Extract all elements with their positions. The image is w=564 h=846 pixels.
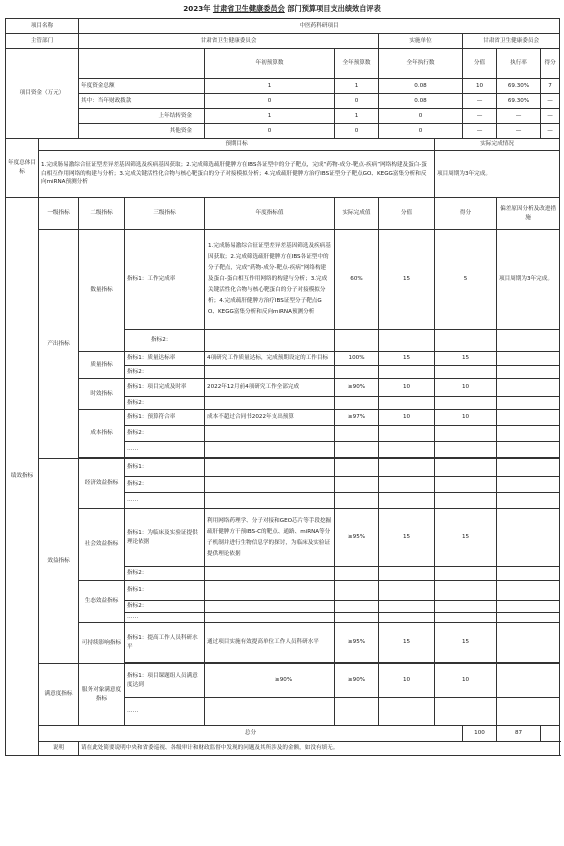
funds-header-score: 得分 [541, 49, 560, 79]
funds-row [6, 124, 560, 139]
implementing-unit-label: 实施单位 [379, 34, 463, 49]
funds-header-row [6, 49, 560, 79]
social-ind-1-value: 利用网络药理学、分子对接和GEO芯片等手段挖掘疏肝健脾方干预IBS-C的靶点、通路、miRNA等分子机制并进行生物信息学的探讨，为临床及实验证提供理论依据 [205, 509, 335, 567]
quality-label: 质量指标 [79, 352, 125, 379]
econ-label: 经济效益指标 [79, 459, 125, 509]
c [205, 567, 335, 581]
total-score: 87 [497, 726, 541, 742]
econ-dots: …… [125, 493, 205, 509]
goals-expected-text: 1.完成肠易激综合征证型差异差基因筛选及疾病基因获取；2.完成筛选疏肝健脾方在IBS各证型中的分子靶点，完成“药物-成分-靶点-疾病”网络构建及蛋白-蛋白相互作用网络的构建与分析；3.完成关键活性化合物与核心靶蛋白的分子对接模拟分析；4.完成疏肝健脾方治疗IBS证型分子靶点GO、KEGG富集分析和反向miRNA预测分析 [39, 151, 435, 198]
c [497, 567, 560, 581]
funds-header-initial: 年初预算数 [205, 49, 335, 79]
c [379, 613, 435, 623]
time-row-1 [6, 379, 560, 397]
total-weight: 100 [463, 726, 497, 742]
funds-row-annual: 1 [335, 109, 379, 124]
c [379, 581, 435, 601]
quality-ind-1-score: 15 [435, 352, 497, 366]
c [541, 726, 560, 742]
funds-row-score: — [541, 94, 560, 109]
footer-label: 说明 [39, 742, 79, 756]
page-title [0, 4, 564, 14]
c [205, 477, 335, 493]
econ-ind-2: 指标2： [125, 477, 205, 493]
c [205, 601, 335, 613]
c [497, 410, 560, 426]
ind-header-level1: 一级指标 [39, 198, 79, 230]
c [205, 581, 335, 601]
c [497, 477, 560, 493]
c [379, 493, 435, 509]
c [379, 426, 435, 442]
time-ind-1-value: 2022年12月前4项研究工作全部完成 [205, 379, 335, 397]
quantity-ind-1-reason: 项目周期为3年完成。 [497, 230, 560, 330]
c [435, 366, 497, 379]
sustain-row-1 [6, 623, 560, 663]
social-label: 社会效益指标 [79, 509, 125, 581]
title-prefix: 2023年 [183, 4, 211, 13]
c [335, 366, 379, 379]
c [435, 397, 497, 410]
quantity-ind-1-weight: 15 [379, 230, 435, 330]
quality-ind-1-value: 4项研究工作质量达标，完成预期设定的工作目标 [205, 352, 335, 366]
c [435, 567, 497, 581]
time-ind-1-weight: 10 [379, 379, 435, 397]
sustain-ind-1-value: 通过项目实施有效提高单位工作人员科研水平 [205, 623, 335, 663]
c [497, 459, 560, 477]
c [205, 698, 335, 726]
eco-ind-1: 指标1： [125, 581, 205, 601]
econ-ind-1: 指标1： [125, 459, 205, 477]
department-label: 主管部门 [6, 34, 79, 49]
funds-row-initial: 1 [205, 79, 335, 94]
goals-header-row [6, 139, 560, 151]
funds-row [6, 109, 560, 124]
funds-row-initial: 1 [205, 109, 335, 124]
social-ind-1: 指标1：为临床及实验证提供理论依据 [125, 509, 205, 567]
funds-row-weight: — [463, 109, 497, 124]
funds-row-executed: 0.08 [379, 79, 463, 94]
social-ind-1-weight: 15 [379, 509, 435, 567]
sustain-ind-1: 指标1：提高工作人员科研水平 [125, 623, 205, 663]
ind-header-target: 年度指标值 [205, 198, 335, 230]
cost-ind-1-weight: 10 [379, 410, 435, 426]
c [335, 397, 379, 410]
c [379, 567, 435, 581]
quantity-ind-2: 指标2： [125, 330, 205, 352]
ind-header-reason: 偏差原因分析及改进措施 [497, 198, 560, 230]
time-ind-2: 指标2： [125, 397, 205, 410]
c [335, 581, 379, 601]
c [335, 442, 379, 458]
c [497, 379, 560, 397]
indicators-section-label: 绩效指标 [6, 198, 39, 756]
total-label: 总分 [39, 726, 463, 742]
quantity-ind-1-actual: 60% [335, 230, 379, 330]
funds-row-rate: — [497, 124, 541, 139]
c [497, 623, 560, 663]
eco-row-1 [6, 581, 560, 601]
cost-ind-1-score: 10 [435, 410, 497, 426]
c [497, 493, 560, 509]
c [497, 509, 560, 567]
social-ind-1-score: 15 [435, 509, 497, 567]
ind-header-level3: 三级指标 [125, 198, 205, 230]
c [497, 442, 560, 458]
service-ind-1-actual: ≥90% [335, 664, 379, 698]
c [497, 613, 560, 623]
ind-header-actual: 实际完成值 [335, 198, 379, 230]
time-ind-1-actual: ≥90% [335, 379, 379, 397]
c [205, 397, 335, 410]
c [435, 459, 497, 477]
time-ind-1-score: 10 [435, 379, 497, 397]
time-label: 时效指标 [79, 379, 125, 410]
c [435, 613, 497, 623]
evaluation-table [5, 18, 560, 756]
footer-row [6, 742, 560, 756]
quantity-ind-1-score: 5 [435, 230, 497, 330]
c [497, 664, 560, 698]
sustain-ind-1-score: 15 [435, 623, 497, 663]
c [379, 459, 435, 477]
c [205, 613, 335, 623]
cost-dots: …… [125, 442, 205, 458]
quality-ind-1-actual: 100% [335, 352, 379, 366]
service-label: 服务对象满意度指标 [79, 664, 125, 726]
goals-content-row [6, 151, 560, 198]
goals-expected-header: 预期目标 [39, 139, 435, 151]
cost-ind-1-actual: ≥97% [335, 410, 379, 426]
funds-row-score: 7 [541, 79, 560, 94]
title-department: 甘肃省卫生健康委员会 [212, 4, 285, 13]
service-ind-1-value: ≥90% [205, 664, 335, 698]
cost-label: 成本指标 [79, 410, 125, 458]
c [205, 442, 335, 458]
department-value: 甘肃省卫生健康委员会 [79, 34, 379, 49]
social-ind-2: 指标2： [125, 567, 205, 581]
quality-ind-1: 指标1：质量达标率 [125, 352, 205, 366]
funds-blank-header [79, 49, 205, 79]
quantity-row-1 [6, 230, 560, 330]
c [335, 459, 379, 477]
c [497, 352, 560, 366]
funds-row-executed: 0 [379, 124, 463, 139]
funds-row-rate: — [497, 109, 541, 124]
cost-ind-1: 指标1：预算符合率 [125, 410, 205, 426]
quantity-ind-2-value [205, 330, 335, 352]
c [497, 426, 560, 442]
cost-ind-2: 指标2： [125, 426, 205, 442]
funds-row-annual: 1 [335, 79, 379, 94]
service-dots: …… [125, 698, 205, 726]
c [335, 613, 379, 623]
funds-row [6, 94, 560, 109]
eco-ind-2: 指标2： [125, 601, 205, 613]
funds-row-score: — [541, 124, 560, 139]
funds-row-rate: 69.30% [497, 94, 541, 109]
c [497, 581, 560, 601]
c [335, 477, 379, 493]
c [435, 493, 497, 509]
funds-row-score: — [541, 109, 560, 124]
c [435, 698, 497, 726]
quantity-ind-1: 指标1：工作完成率 [125, 230, 205, 330]
implementing-unit-value: 甘肃省卫生健康委员会 [463, 34, 560, 49]
funds-row-label: 其他资金 [79, 124, 205, 139]
c [497, 397, 560, 410]
footer-text: 请在此处简要说明中央和省委巡视、各级审计和财政监督中发现的问题及其所涉及的金额，如没有填无。 [79, 742, 560, 756]
c [435, 581, 497, 601]
c [435, 477, 497, 493]
sustain-ind-1-weight: 15 [379, 623, 435, 663]
c [497, 698, 560, 726]
funds-section-label: 项目资金（万元） [6, 49, 79, 139]
c [335, 567, 379, 581]
funds-header-rate: 执行率 [497, 49, 541, 79]
cost-ind-1-value: 成本不超过合同书2022年支出预算 [205, 410, 335, 426]
c [335, 698, 379, 726]
goals-actual-text: 项目周期为3年完成。 [435, 151, 560, 198]
funds-row-label: 其中：当年财政拨款 [79, 94, 205, 109]
project-name-value: 中医药科研项目 [79, 19, 560, 34]
indicators-header-row [6, 198, 560, 230]
funds-row-weight: — [463, 124, 497, 139]
quantity-label: 数量指标 [79, 230, 125, 352]
c [335, 493, 379, 509]
total-row [6, 726, 560, 742]
c [435, 601, 497, 613]
c [379, 366, 435, 379]
econ-row-1 [6, 459, 560, 477]
quality-ind-2: 指标2： [125, 366, 205, 379]
eco-label: 生态效益指标 [79, 581, 125, 623]
department-row [6, 34, 560, 49]
ind-header-score: 得分 [435, 198, 497, 230]
social-row-1 [6, 509, 560, 567]
funds-row-label: 年度资金总额 [79, 79, 205, 94]
goals-actual-header: 实际完成情况 [435, 139, 560, 151]
funds-row-annual: 0 [335, 124, 379, 139]
funds-row-annual: 0 [335, 94, 379, 109]
quality-ind-1-weight: 15 [379, 352, 435, 366]
quality-row-1 [6, 352, 560, 366]
service-ind-1: 指标1：项目课题组人员满意度达到 [125, 664, 205, 698]
funds-header-weight: 分值 [463, 49, 497, 79]
service-ind-1-weight: 10 [379, 664, 435, 698]
goals-section-label: 年度总体目标 [6, 139, 39, 198]
c [497, 601, 560, 613]
project-name-row [6, 19, 560, 34]
ind-header-level2: 二级指标 [79, 198, 125, 230]
social-ind-1-actual: ≥95% [335, 509, 379, 567]
c [379, 330, 435, 352]
sustain-ind-1-actual: ≥95% [335, 623, 379, 663]
c [497, 330, 560, 352]
c [205, 459, 335, 477]
funds-row-initial: 0 [205, 94, 335, 109]
c [497, 366, 560, 379]
ind-header-weight: 分值 [379, 198, 435, 230]
funds-row-label: 上年结转资金 [79, 109, 205, 124]
c [379, 442, 435, 458]
c [379, 601, 435, 613]
service-ind-1-score: 10 [435, 664, 497, 698]
c [435, 442, 497, 458]
funds-row-initial: 0 [205, 124, 335, 139]
eco-dots: …… [125, 613, 205, 623]
c [335, 426, 379, 442]
satisfaction-label: 满意度指标 [39, 664, 79, 726]
c [205, 426, 335, 442]
project-name-label: 项目名称 [6, 19, 79, 34]
title-suffix: 部门预算项目支出绩效自评表 [287, 4, 381, 13]
c [435, 426, 497, 442]
funds-row-executed: 0 [379, 109, 463, 124]
funds-row-weight: — [463, 94, 497, 109]
service-row-1 [6, 664, 560, 698]
benefit-label: 效益指标 [39, 459, 79, 664]
funds-row-rate: 69.30% [497, 79, 541, 94]
quantity-ind-1-value: 1.完成肠易激综合征证型差异差基因筛选及疾病基因获取；2.完成筛选疏肝健脾方在IBS各证型中的分子靶点，完成“药物-成分-靶点-疾病”网络构建及蛋白-蛋白相互作用网络的构建与分析；3.完成关键活性化合物与核心靶蛋白的分子对接模拟分析；4.完成疏肝健脾方治疗IBS证型分子靶点GO、KEGG富集分析和反向miRNA预测分析 [205, 230, 335, 330]
c [335, 330, 379, 352]
c [379, 698, 435, 726]
funds-row-weight: 10 [463, 79, 497, 94]
c [205, 493, 335, 509]
funds-header-executed: 全年执行数 [379, 49, 463, 79]
c [379, 397, 435, 410]
c [335, 601, 379, 613]
time-ind-1: 指标1：项目完成及时率 [125, 379, 205, 397]
c [379, 477, 435, 493]
output-label: 产出指标 [39, 230, 79, 459]
funds-header-annual: 全年预算数 [335, 49, 379, 79]
funds-row-executed: 0.08 [379, 94, 463, 109]
c [205, 366, 335, 379]
funds-row [6, 79, 560, 94]
c [435, 330, 497, 352]
sustain-label: 可持续影响指标 [79, 623, 125, 664]
cost-row-1 [6, 410, 560, 426]
